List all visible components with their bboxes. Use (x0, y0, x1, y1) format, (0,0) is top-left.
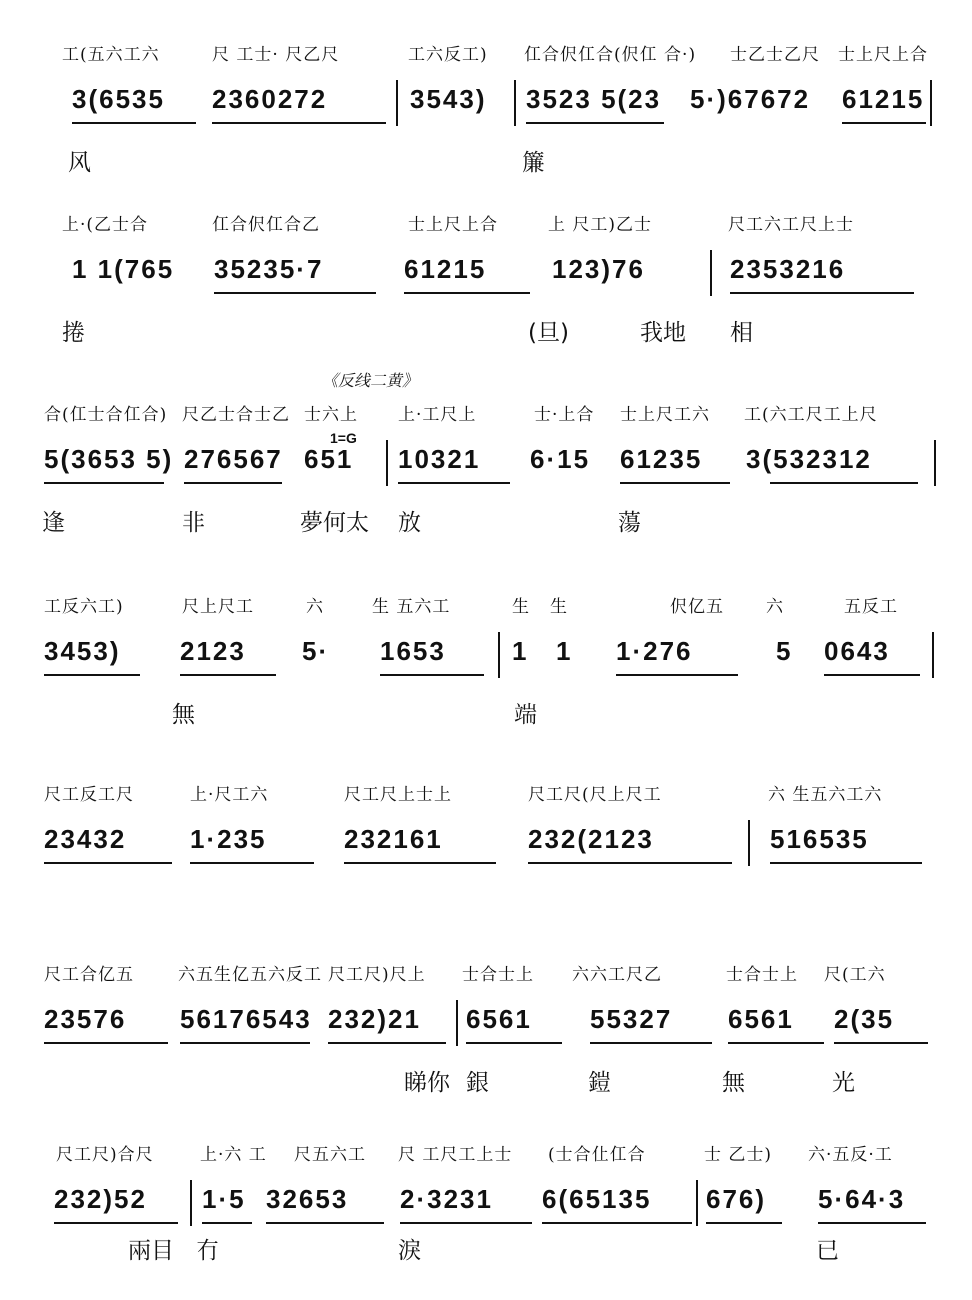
jianpu-group: 2353216 (730, 254, 846, 284)
gongche-group: 尺五六工 (294, 1145, 366, 1165)
gongche-group: 生 (512, 597, 530, 617)
beam-underline (770, 862, 922, 864)
lyric-text: 簾 (522, 150, 545, 176)
beam-underline (266, 1222, 384, 1224)
gongche-group: 尺(工六 (824, 965, 886, 985)
jianpu-group: 3543) (410, 84, 487, 114)
jianpu-group: 23432 (44, 824, 127, 854)
gongche-group: 尺上尺工 (182, 597, 254, 617)
lyric-text: 蕩 (618, 510, 641, 536)
gongche-group: 生 五六工 (372, 597, 451, 617)
beam-underline (400, 1222, 532, 1224)
barline (456, 1000, 458, 1046)
gongche-group: 六六工尺乙 (572, 965, 662, 985)
gongche-group: 尺 工士· 尺乙尺 (212, 45, 340, 65)
beam-underline (54, 1222, 178, 1224)
gongche-group: 工(六工尺工上尺 (744, 405, 878, 425)
gongche-group: 上·(乙士合 (62, 215, 149, 235)
lyric-text: 淚 (398, 1238, 421, 1264)
beam-underline (730, 292, 914, 294)
beam-underline (380, 674, 484, 676)
gongche-group: 工反六工) (44, 597, 124, 617)
score-system-6 (0, 960, 972, 1120)
beam-underline (616, 674, 738, 676)
gongche-group: 尺工六工尺上士 (728, 215, 854, 235)
jianpu-group: 3(532312 (746, 444, 872, 474)
gongche-group: 士 乙士) (704, 1145, 773, 1165)
beam-underline (212, 122, 386, 124)
lyric-text: 我地 (640, 320, 686, 346)
section-label: 《反线二黄》 (322, 371, 419, 390)
barline (396, 80, 398, 126)
lyric-text: 逢 (42, 510, 65, 536)
beam-underline (398, 482, 510, 484)
gongche-group: 工六反工) (408, 45, 488, 65)
jianpu-group: 61215 (842, 84, 925, 114)
jianpu-group: 516535 (770, 824, 869, 854)
jianpu-group: 1653 (380, 636, 446, 666)
lyric-text: 夢何太 (300, 510, 369, 536)
beam-underline (466, 1042, 562, 1044)
beam-underline (526, 122, 664, 124)
beam-underline (834, 1042, 928, 1044)
lyric-text: 非 (182, 510, 205, 536)
gongche-group: 工(五六工六 (62, 45, 160, 65)
lyric-text: 鎧 (588, 1070, 611, 1096)
jianpu-group: 1·276 (616, 636, 693, 666)
barline (934, 440, 936, 486)
beam-underline (590, 1042, 712, 1044)
jianpu-group: 3(6535 (72, 84, 165, 114)
gongche-group: 士上尺工六 (620, 405, 710, 425)
jianpu-group: 6(65135 (542, 1184, 652, 1214)
jianpu-group: 5 (776, 636, 793, 666)
lyric-text: 銀 (466, 1070, 489, 1096)
beam-underline (44, 674, 140, 676)
gongche-group: 六五生亿五六反工 (178, 965, 322, 985)
gongche-group: 合(仜士合仜合) (44, 405, 168, 425)
jianpu-group: 276567 (184, 444, 283, 474)
jianpu-group: 1·5 (202, 1184, 246, 1214)
beam-underline (44, 482, 164, 484)
lyric-text: 冇 (196, 1238, 219, 1264)
jianpu-group: 3453) (44, 636, 121, 666)
gongche-group: 上·工尺上 (398, 405, 477, 425)
score-system-5 (0, 780, 972, 940)
jianpu-group: 56176543 (180, 1004, 312, 1034)
lyric-text: (旦) (528, 320, 569, 346)
jianpu-group: 1 (556, 636, 573, 666)
jianpu-group: 232(2123 (528, 824, 654, 854)
gongche-group: 上·六 工 (200, 1145, 267, 1165)
beam-underline (770, 482, 918, 484)
beam-underline (542, 1222, 692, 1224)
jianpu-group: 10321 (398, 444, 481, 474)
gongche-group: 士合士上 (462, 965, 534, 985)
barline (710, 250, 712, 296)
barline (514, 80, 516, 126)
jianpu-group: 1 1(765 (72, 254, 175, 284)
beam-underline (328, 1042, 446, 1044)
jianpu-group: 232161 (344, 824, 443, 854)
barline (190, 1180, 192, 1226)
gongche-group: 士合士上 (726, 965, 798, 985)
gongche-group: 士·上合 (534, 405, 595, 425)
jianpu-group: 123)76 (552, 254, 645, 284)
jianpu-group: 61215 (404, 254, 487, 284)
lyric-text: 放 (398, 510, 421, 536)
barline (386, 440, 388, 486)
beam-underline (184, 482, 282, 484)
jianpu-group: 1·235 (190, 824, 267, 854)
jianpu-group: 2123 (180, 636, 246, 666)
lyric-text: 光 (832, 1070, 855, 1096)
gongche-group: 尺工尺(尺上尺工 (528, 785, 662, 805)
gongche-group: 尺工尺)合尺 (56, 1145, 154, 1165)
beam-underline (180, 1042, 310, 1044)
score-system-7 (0, 1140, 972, 1300)
beam-underline (44, 1042, 168, 1044)
gongche-group: 士六上 (304, 405, 358, 425)
gongche-group: 尺工尺上士上 (344, 785, 452, 805)
key-signature: 1=G (330, 430, 357, 446)
gongche-group: 六 (766, 597, 784, 617)
beam-underline (404, 292, 530, 294)
jianpu-group: 6·15 (530, 444, 591, 474)
gongche-group: 六 (306, 597, 324, 617)
gongche-group: 生 (550, 597, 568, 617)
gongche-group: 六 生五六工六 (768, 785, 883, 805)
lyric-text: 睇你 (404, 1070, 450, 1096)
lyric-text: 無 (722, 1070, 745, 1096)
lyric-text: 兩目 (128, 1238, 174, 1264)
jianpu-group: 61235 (620, 444, 703, 474)
beam-underline (214, 292, 376, 294)
beam-underline (818, 1222, 926, 1224)
gongche-group: 上·尺工六 (190, 785, 269, 805)
jianpu-group: 2·3231 (400, 1184, 493, 1214)
gongche-group: 尺 工尺工上士 (398, 1145, 513, 1165)
jianpu-group: 651 (304, 444, 354, 474)
lyric-text: 無 (172, 702, 195, 728)
score-system-3 (0, 400, 972, 560)
gongche-group: 伬亿五 (670, 597, 724, 617)
jianpu-group: 2(35 (834, 1004, 895, 1034)
jianpu-group: 23576 (44, 1004, 127, 1034)
jianpu-group: 32653 (266, 1184, 349, 1214)
jianpu-group: 6561 (466, 1004, 532, 1034)
score-system-2 (0, 210, 972, 370)
jianpu-group: 232)52 (54, 1184, 147, 1214)
beam-underline (824, 674, 920, 676)
lyric-text: 端 (514, 702, 537, 728)
gongche-group: 尺工尺)尺上 (328, 965, 426, 985)
jianpu-group: 1 (512, 636, 529, 666)
gongche-group: 士上尺上合 (408, 215, 498, 235)
jianpu-group: 5·)67672 (690, 84, 811, 114)
gongche-group: 尺乙士合士乙 (182, 405, 290, 425)
jianpu-group: 232)21 (328, 1004, 421, 1034)
score-system-1 (0, 40, 972, 200)
jianpu-group: 5(3653 5) (44, 444, 174, 474)
jianpu-group: 3523 5(23 (526, 84, 662, 114)
barline (932, 632, 934, 678)
jianpu-group: 6561 (728, 1004, 794, 1034)
jianpu-group: 35235·7 (214, 254, 324, 284)
beam-underline (706, 1222, 782, 1224)
beam-underline (190, 862, 314, 864)
lyric-text: 相 (730, 320, 753, 346)
lyric-text: 风 (68, 150, 91, 176)
jianpu-group: 55327 (590, 1004, 673, 1034)
barline (748, 820, 750, 866)
barline (696, 1180, 698, 1226)
beam-underline (202, 1222, 252, 1224)
beam-underline (728, 1042, 824, 1044)
gongche-group: 士乙士乙尺 (730, 45, 820, 65)
jianpu-group: 2360272 (212, 84, 328, 114)
gongche-group: 五反工 (844, 597, 898, 617)
gongche-group: 仜合伬仜合乙 (212, 215, 320, 235)
gongche-group: 尺工合亿五 (44, 965, 134, 985)
beam-underline (344, 862, 496, 864)
barline (498, 632, 500, 678)
gongche-group: 仜合伬仜合(伬仜 合·) (524, 45, 697, 65)
barline (930, 80, 932, 126)
beam-underline (620, 482, 730, 484)
gongche-group: 六·五反·工 (808, 1145, 893, 1165)
jianpu-group: 0643 (824, 636, 890, 666)
gongche-group: 上 尺工)乙士 (548, 215, 653, 235)
beam-underline (44, 862, 172, 864)
gongche-group: 尺工反工尺 (44, 785, 134, 805)
jianpu-group: 676) (706, 1184, 767, 1214)
beam-underline (528, 862, 732, 864)
beam-underline (842, 122, 926, 124)
jianpu-group: 5· (302, 636, 330, 666)
gongche-group: 士上尺上合 (838, 45, 928, 65)
beam-underline (72, 122, 196, 124)
score-system-4 (0, 592, 972, 752)
jianpu-group: 5·64·3 (818, 1184, 906, 1214)
lyric-text: 已 (816, 1238, 839, 1264)
beam-underline (180, 674, 276, 676)
lyric-text: 捲 (62, 320, 85, 346)
gongche-group: (士合仩仜合 (548, 1145, 646, 1165)
